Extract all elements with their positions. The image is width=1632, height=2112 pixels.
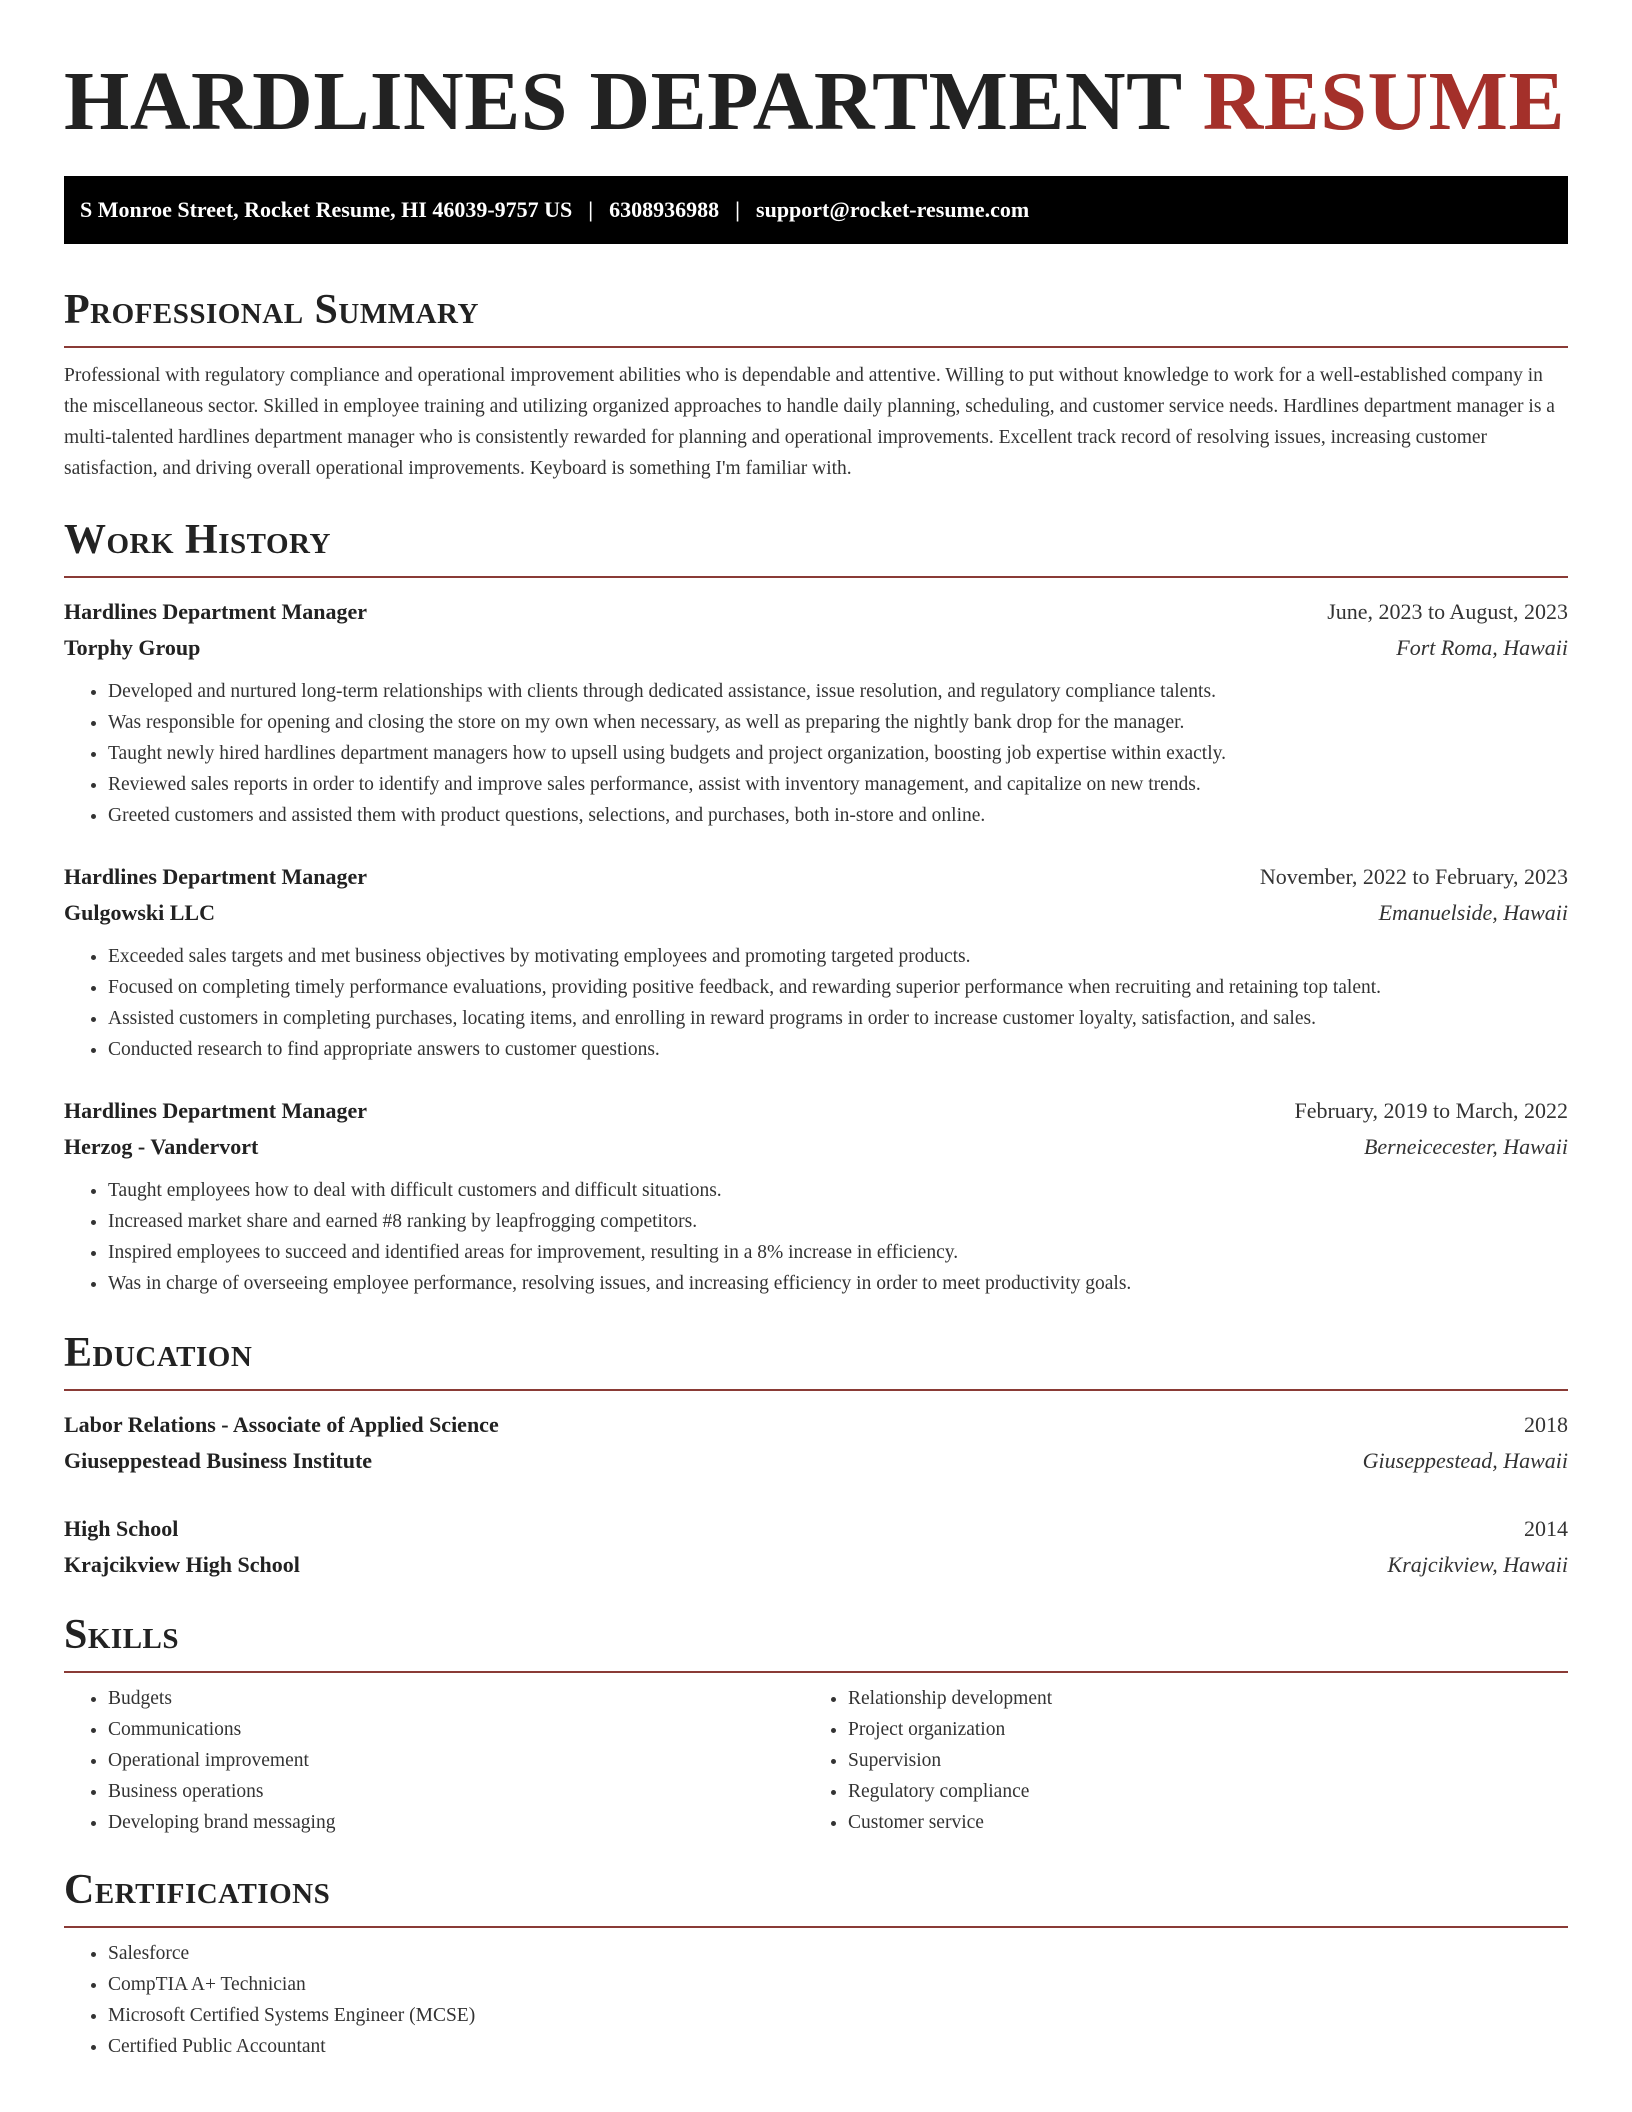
- skill-item: • Budgets: [108, 1683, 804, 1714]
- job-entry: [64, 1093, 1568, 1299]
- job-company: Gulgowski LLC: [64, 900, 215, 925]
- certifications-list: [64, 1938, 1568, 2062]
- contact-address: S Monroe Street, Rocket Resume, HI 46039-9757 US: [80, 197, 573, 222]
- section-heading-education: Education: [64, 1327, 1568, 1391]
- job-bullet: • Focused on completing timely performance evaluations, providing positive feedback, and rewarding superior performance when recruiting and retaining top talent.: [108, 972, 1568, 1003]
- title-main: HARDLINES DEPARTMENT: [64, 55, 1182, 148]
- job-bullets: [64, 1175, 1568, 1299]
- education-location: Krajcikview, Hawaii: [1387, 1552, 1568, 1577]
- skill-item: • Business operations: [108, 1776, 804, 1807]
- job-bullets: [64, 941, 1568, 1065]
- section-heading-work-history: Work History: [64, 514, 1568, 578]
- job-dates: February, 2019 to March, 2022: [1294, 1098, 1568, 1123]
- education-entry: [64, 1407, 1568, 1479]
- job-location: Fort Roma, Hawaii: [1396, 635, 1568, 660]
- skill-item: • Communications: [108, 1714, 804, 1745]
- skill-item: • Relationship development: [848, 1683, 1544, 1714]
- education-entry: [64, 1511, 1568, 1583]
- skill-item: • Operational improvement: [108, 1745, 804, 1776]
- education-school-row: [64, 1547, 1568, 1583]
- job-bullet: • Increased market share and earned #8 ranking by leapfrogging competitors.: [108, 1206, 1568, 1237]
- job-bullet: • Developed and nurtured long-term relationships with clients through dedicated assistance, issue resolution, and regulatory compliance talents.: [108, 676, 1568, 707]
- education-degree: Labor Relations - Associate of Applied Science: [64, 1412, 499, 1437]
- job-company-row: [64, 1129, 1568, 1165]
- job-bullet: • Was responsible for opening and closing the store on my own when necessary, as well as preparing the nightly bank drop for the manager.: [108, 707, 1568, 738]
- contact-separator: |: [588, 197, 594, 222]
- job-bullet: • Assisted customers in completing purchases, locating items, and enrolling in reward programs in order to increase customer loyalty, satisfaction, and sales.: [108, 1003, 1568, 1034]
- skill-item: • Regulatory compliance: [848, 1776, 1544, 1807]
- certification-item: • Salesforce: [108, 1938, 1568, 1969]
- work-history-section: [64, 514, 1568, 1299]
- job-header-row: [64, 859, 1568, 895]
- certifications-section: [64, 1864, 1568, 2062]
- job-company: Herzog - Vandervort: [64, 1134, 259, 1159]
- education-location: Giuseppestead, Hawaii: [1362, 1448, 1568, 1473]
- skills-grid: [64, 1673, 1568, 1838]
- job-bullet: • Reviewed sales reports in order to identify and improve sales performance, assist with inventory management, and capitalize on new trends.: [108, 769, 1568, 800]
- skills-list-right: [804, 1683, 1544, 1838]
- section-heading-certifications: Certifications: [64, 1864, 1568, 1928]
- job-title: Hardlines Department Manager: [64, 599, 368, 624]
- skill-item: • Customer service: [848, 1807, 1544, 1838]
- job-bullet: • Taught employees how to deal with difficult customers and difficult situations.: [108, 1175, 1568, 1206]
- job-bullet: • Conducted research to find appropriate answers to customer questions.: [108, 1034, 1568, 1065]
- job-dates: June, 2023 to August, 2023: [1327, 599, 1568, 624]
- education-year: 2018: [1524, 1412, 1568, 1437]
- education-school: Krajcikview High School: [64, 1552, 300, 1577]
- job-entry: [64, 859, 1568, 1065]
- section-heading-skills: Skills: [64, 1609, 1568, 1673]
- education-degree-row: [64, 1407, 1568, 1443]
- skill-item: • Developing brand messaging: [108, 1807, 804, 1838]
- job-title: Hardlines Department Manager: [64, 1098, 368, 1123]
- resume-title: [64, 0, 1568, 152]
- summary-text: Professional with regulatory compliance and operational improvement abilities who is dependable and attentive. Willing to put without knowledge to work for a well-established company in the miscellaneous sector. Skilled in employee training and utilizing organized approaches to handle daily planning, scheduling, and customer service needs. Hardlines department manager is a multi-talented hardlines department manager who is consistently rewarded for planning and operational improvements. Excellent track record of resolving issues, increasing customer satisfaction, and driving overall operational improvements. Keyboard is something I'm familiar with.: [64, 365, 1555, 479]
- skill-item: • Supervision: [848, 1745, 1544, 1776]
- job-bullet: • Was in charge of overseeing employee performance, resolving issues, and increasing efficiency in order to meet productivity goals.: [108, 1268, 1568, 1299]
- title-accent: RESUME: [1202, 55, 1565, 148]
- job-company-row: [64, 895, 1568, 931]
- education-school: Giuseppestead Business Institute: [64, 1448, 373, 1473]
- education-degree-row: [64, 1511, 1568, 1547]
- job-company-row: [64, 630, 1568, 666]
- job-location: Berneicecester, Hawaii: [1363, 1134, 1568, 1159]
- education-year: 2014: [1524, 1516, 1568, 1541]
- section-heading-summary: Professional Summary: [64, 284, 1568, 348]
- job-bullet: • Exceeded sales targets and met business objectives by motivating employees and promoting targeted products.: [108, 941, 1568, 972]
- job-bullet: • Taught newly hired hardlines department managers how to upsell using budgets and project organization, boosting job expertise within exactly.: [108, 738, 1568, 769]
- skills-section: [64, 1609, 1568, 1838]
- certification-item: • CompTIA A+ Technician: [108, 1969, 1568, 2000]
- job-entry: [64, 594, 1568, 831]
- skill-item: • Project organization: [848, 1714, 1544, 1745]
- certification-item: • Certified Public Accountant: [108, 2031, 1568, 2062]
- contact-email[interactable]: support@rocket-resume.com: [756, 197, 1030, 222]
- job-header-row: [64, 594, 1568, 630]
- contact-phone[interactable]: 6308936988: [609, 197, 720, 222]
- education-degree: High School: [64, 1516, 179, 1541]
- summary-section: [64, 284, 1568, 484]
- job-bullet: • Greeted customers and assisted them with product questions, selections, and purchases, both in-store and online.: [108, 800, 1568, 831]
- job-location: Emanuelside, Hawaii: [1378, 900, 1568, 925]
- job-dates: November, 2022 to February, 2023: [1259, 864, 1568, 889]
- contact-separator: |: [735, 197, 741, 222]
- resume-page: [64, 0, 1568, 2062]
- job-company: Torphy Group: [64, 635, 201, 660]
- education-school-row: [64, 1443, 1568, 1479]
- education-section: [64, 1327, 1568, 1583]
- job-title: Hardlines Department Manager: [64, 864, 368, 889]
- job-bullet: • Inspired employees to succeed and identified areas for improvement, resulting in a 8% increase in efficiency.: [108, 1237, 1568, 1268]
- skills-list-left: [64, 1683, 804, 1838]
- job-bullets: [64, 676, 1568, 831]
- job-header-row: [64, 1093, 1568, 1129]
- contact-bar: [64, 176, 1568, 244]
- certification-item: • Microsoft Certified Systems Engineer (MCSE): [108, 2000, 1568, 2031]
